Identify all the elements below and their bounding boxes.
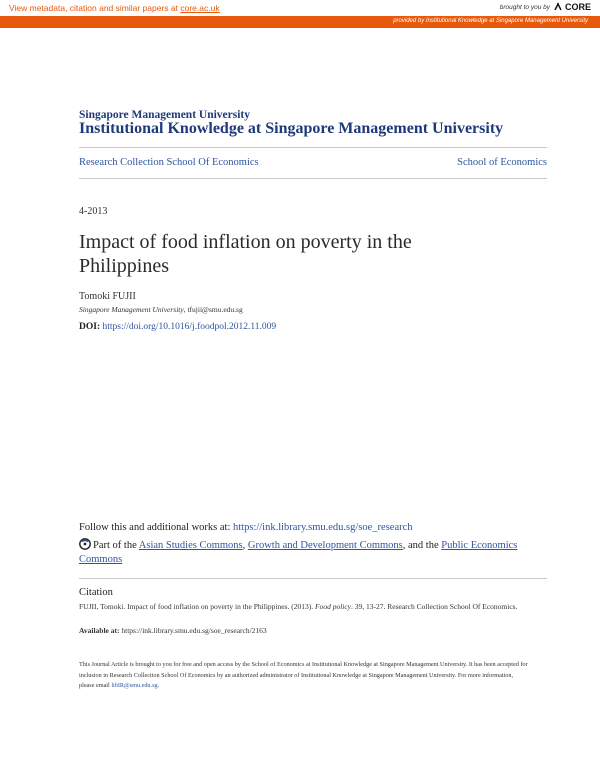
- citation-text: [79, 602, 529, 613]
- growth-development-commons-link[interactable]: Growth and Development Commons: [247, 540, 403, 551]
- citation-text-before: FUJII, Tomoki. Impact of food inflation on poverty in the Philippines. (2013).: [79, 602, 315, 611]
- doi-link[interactable]: https://doi.org/10.1016/j.foodpol.2012.11.009: [102, 322, 277, 332]
- core-logo-label: CORE: [564, 2, 591, 12]
- part-of-prefix: Part of the: [93, 540, 139, 551]
- available-label: Available at:: [79, 626, 120, 635]
- available-at-line: [79, 626, 267, 635]
- collection-link[interactable]: Research Collection School Of Economics: [79, 157, 259, 168]
- citation-heading: Citation: [79, 587, 113, 598]
- part-of-commons: [79, 538, 519, 567]
- public-economics-commons-link[interactable]: Public Economics Commons: [79, 540, 518, 565]
- notice-text-end: .: [157, 682, 160, 689]
- citation-journal: Food policy: [314, 602, 352, 611]
- affiliation-email: , tfujii@smu.edu.sg: [183, 305, 243, 314]
- core-logo-icon: [553, 2, 563, 12]
- part-of-sep1: ,: [242, 540, 248, 551]
- author-name: Tomoki FUJII: [79, 291, 136, 302]
- divider-bottom: [79, 178, 547, 179]
- university-name[interactable]: Singapore Management University: [79, 109, 251, 121]
- provided-by-text: provided by Institutional Knowledge at Singapore Management University: [393, 18, 588, 24]
- open-access-icon: [79, 538, 91, 550]
- part-of-sep2: , and the: [402, 540, 442, 551]
- available-link[interactable]: https://ink.library.smu.edu.sg/soe_research/2163: [119, 626, 267, 635]
- divider-top: [79, 147, 547, 148]
- follow-line: [79, 522, 413, 533]
- core-metadata-text: View metadata, citation and similar papers at: [9, 3, 181, 13]
- publication-date: 4-2013: [79, 206, 108, 217]
- notice-email-link[interactable]: libIR@smu.edu.sg: [111, 682, 158, 689]
- doi-line: [79, 322, 276, 332]
- school-link[interactable]: School of Economics: [457, 157, 547, 168]
- access-notice: [79, 660, 529, 692]
- follow-text: Follow this and additional works at:: [79, 522, 233, 533]
- core-banner: [0, 0, 600, 28]
- citation-divider: [79, 578, 547, 579]
- brought-to-you: [500, 2, 591, 12]
- asian-studies-commons-link[interactable]: Asian Studies Commons: [138, 540, 243, 551]
- notice-text: This Journal Article is brought to you for free and open access by the School of Economics at Institutional Knowledge at Singapore Management University. It has been accepted for inclusion in Research Collection School Of Economics by an authorized administrator of Institutional Knowledge at Singapore Management University. For more information, please email: [79, 661, 528, 689]
- citation-text-after: . 39, 13-27. Research Collection School Of Economics.: [351, 602, 518, 611]
- core-metadata-notice: [9, 3, 220, 13]
- follow-link[interactable]: https://ink.library.smu.edu.sg/soe_research: [233, 522, 413, 533]
- brought-text: brought to you by: [499, 3, 550, 11]
- doi-label: DOI:: [79, 322, 101, 332]
- core-banner-bottom: [0, 16, 600, 28]
- core-link[interactable]: core.ac.uk: [180, 3, 220, 13]
- affiliation-name: Singapore Management University: [79, 305, 184, 314]
- core-logo[interactable]: [553, 2, 591, 12]
- article-title: Impact of food inflation on poverty in the Philippines: [79, 231, 412, 277]
- core-banner-top: [0, 0, 600, 16]
- repository-name[interactable]: Institutional Knowledge at Singapore Management University: [79, 120, 504, 137]
- author-affiliation: [79, 305, 243, 314]
- repository-header: [79, 109, 503, 138]
